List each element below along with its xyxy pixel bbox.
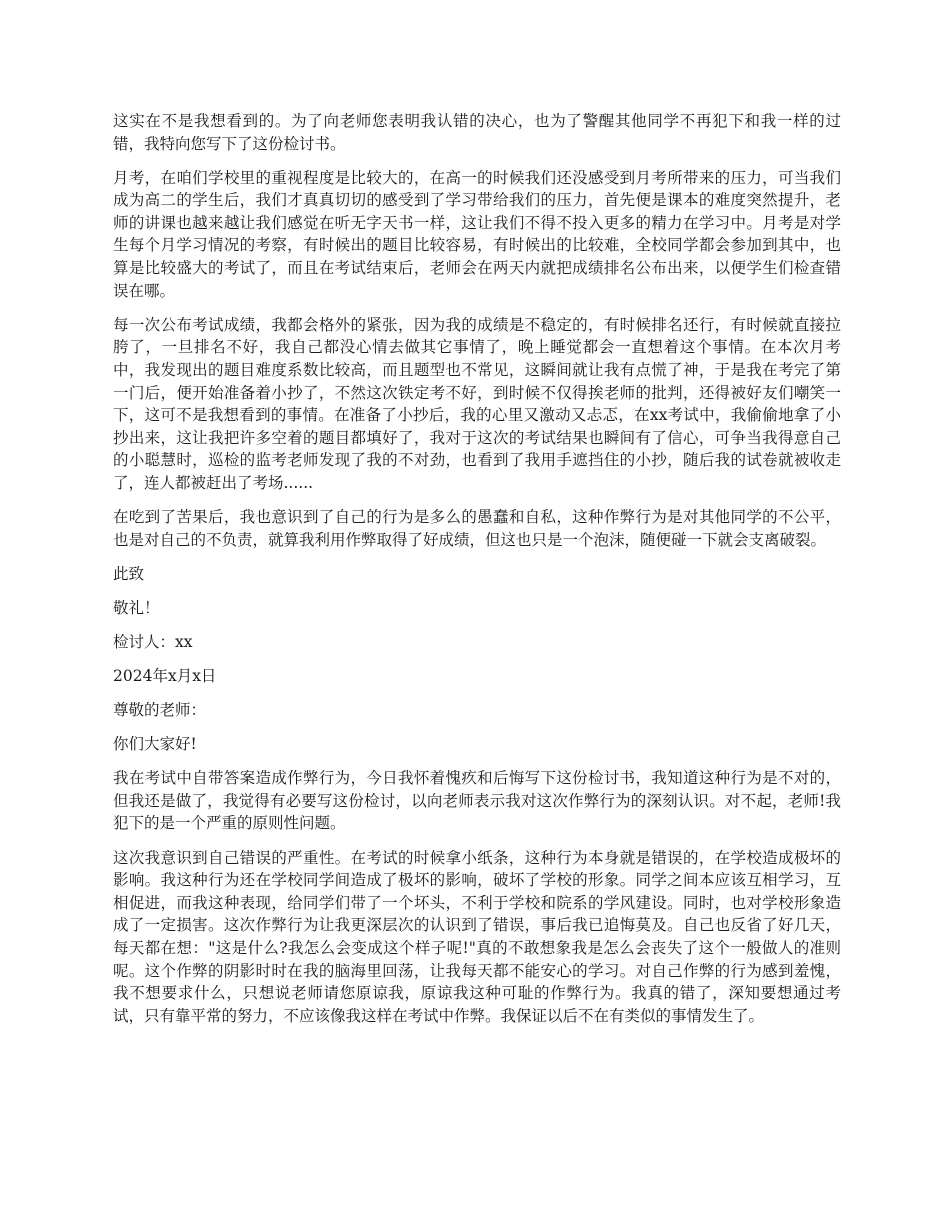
- paragraph-monthly-exam: 月考，在咱们学校里的重视程度是比较大的，在高一的时候我们还没感受到月考所带来的压力，可当我们成为高二的学生后，我们才真真切切的感受到了学习带给我们的压力，首先便是课本的难度突然提升，老师的讲课也越来越让我们感觉在听无字天书一样，这让我们不得不投入更多的精力在学习中。月考是对学生每个月学习情况的考察，有时候出的题目比较容易，有时候出的比较难，全校同学都会参加到其中，也算是比较盛大的考试了，而且在考试结束后，老师会在两天内就把成绩排名公布出来，以便学生们检查错误在哪。: [113, 168, 841, 300]
- paragraph-confession: 我在考试中自带答案造成作弊行为，今日我怀着愧疚和后悔写下这份检讨书，我知道这种行为是不对的，但我还是做了，我觉得有必要写这份检讨，以向老师表示我对这次作弊行为的深刻认识。对不起，老师!我犯下的是一个严重的原则性问题。: [113, 769, 841, 833]
- signature-author: 检讨人：xx: [113, 632, 193, 651]
- signature-date: 2024年x月x日: [113, 666, 217, 685]
- closing-salutation: 此致: [113, 564, 145, 583]
- greeting-all: 你们大家好!: [113, 735, 197, 754]
- paragraph-cheating-story: 每一次公布考试成绩，我都会格外的紧张，因为我的成绩是不稳定的，有时候排名还行，有时候就直接拉胯了，一旦排名不好，我自己都没心情去做其它事情了，晚上睡觉都会一直想着这个事情。在本次月考中，我发现出的题目难度系数比较高，而且题型也不常见，这瞬间就让我有点慌了神，于是我在考完了第一门后，便开始准备着小抄了，不然这次铁定考不好，到时候不仅得挨老师的批判，还得被好友们嘲笑一下，这可不是我想看到的事情。在准备了小抄后，我的心里又激动又忐忑，在xx考试中，我偷偷地拿了小抄出来，这让我把许多空着的题目都填好了，我对于这次的考试结果也瞬间有了信心，可争当我得意自己的小聪慧时，巡检的监考老师发现了我的不对劲，也看到了我用手遮挡住的小抄，随后我的试卷就被收走了，连人都被赶出了考场......: [113, 315, 841, 492]
- paragraph-reflection: 在吃到了苦果后，我也意识到了自己的行为是多么的愚蠢和自私，这种作弊行为是对其他同学的不公平，也是对自己的不负责，就算我利用作弊取得了好成绩，但这也只是一个泡沫，随便碰一下就会支离破裂。: [113, 508, 841, 549]
- closing-regards: 敬礼！: [113, 598, 160, 617]
- document-body: [113, 110, 841, 1039]
- paragraph-intro: 这实在不是我想看到的。为了向老师您表明我认错的决心，也为了警醒其他同学不再犯下和我一样的过错，我特向您写下了这份检讨书。: [113, 112, 841, 153]
- paragraph-consequences: 这次我意识到自己错误的严重性。在考试的时候拿小纸条，这种行为本身就是错误的，在学校造成极坏的影响。我这种行为还在学校同学间造成了极坏的影响，破坏了学校的形象。同学之间本应该互相学习，互相促进，而我这种表现，给同学们带了一个坏头，不利于学校和院系的学风建设。同时，也对学校形象造成了一定损害。这次作弊行为让我更深层次的认识到了错误，事后我已追悔莫及。自己也反省了好几天，每天都在想："这是什么?我怎么会变成这个样子呢!"真的不敢想象我是怎么会丧失了这个一般做人的准则呢。这个作弊的阴影时时在我的脑海里回荡，让我每天都不能安心的学习。对自己作弊的行为感到羞愧，我不想要求什么，只想说老师请您原谅我，原谅我这种可耻的作弊行为。我真的错了，深知要想通过考试，只有靠平常的努力，不应该像我这样在考试中作弊。我保证以后不在有类似的事情发生了。: [113, 848, 841, 1025]
- greeting-teacher: 尊敬的老师：: [113, 701, 207, 720]
